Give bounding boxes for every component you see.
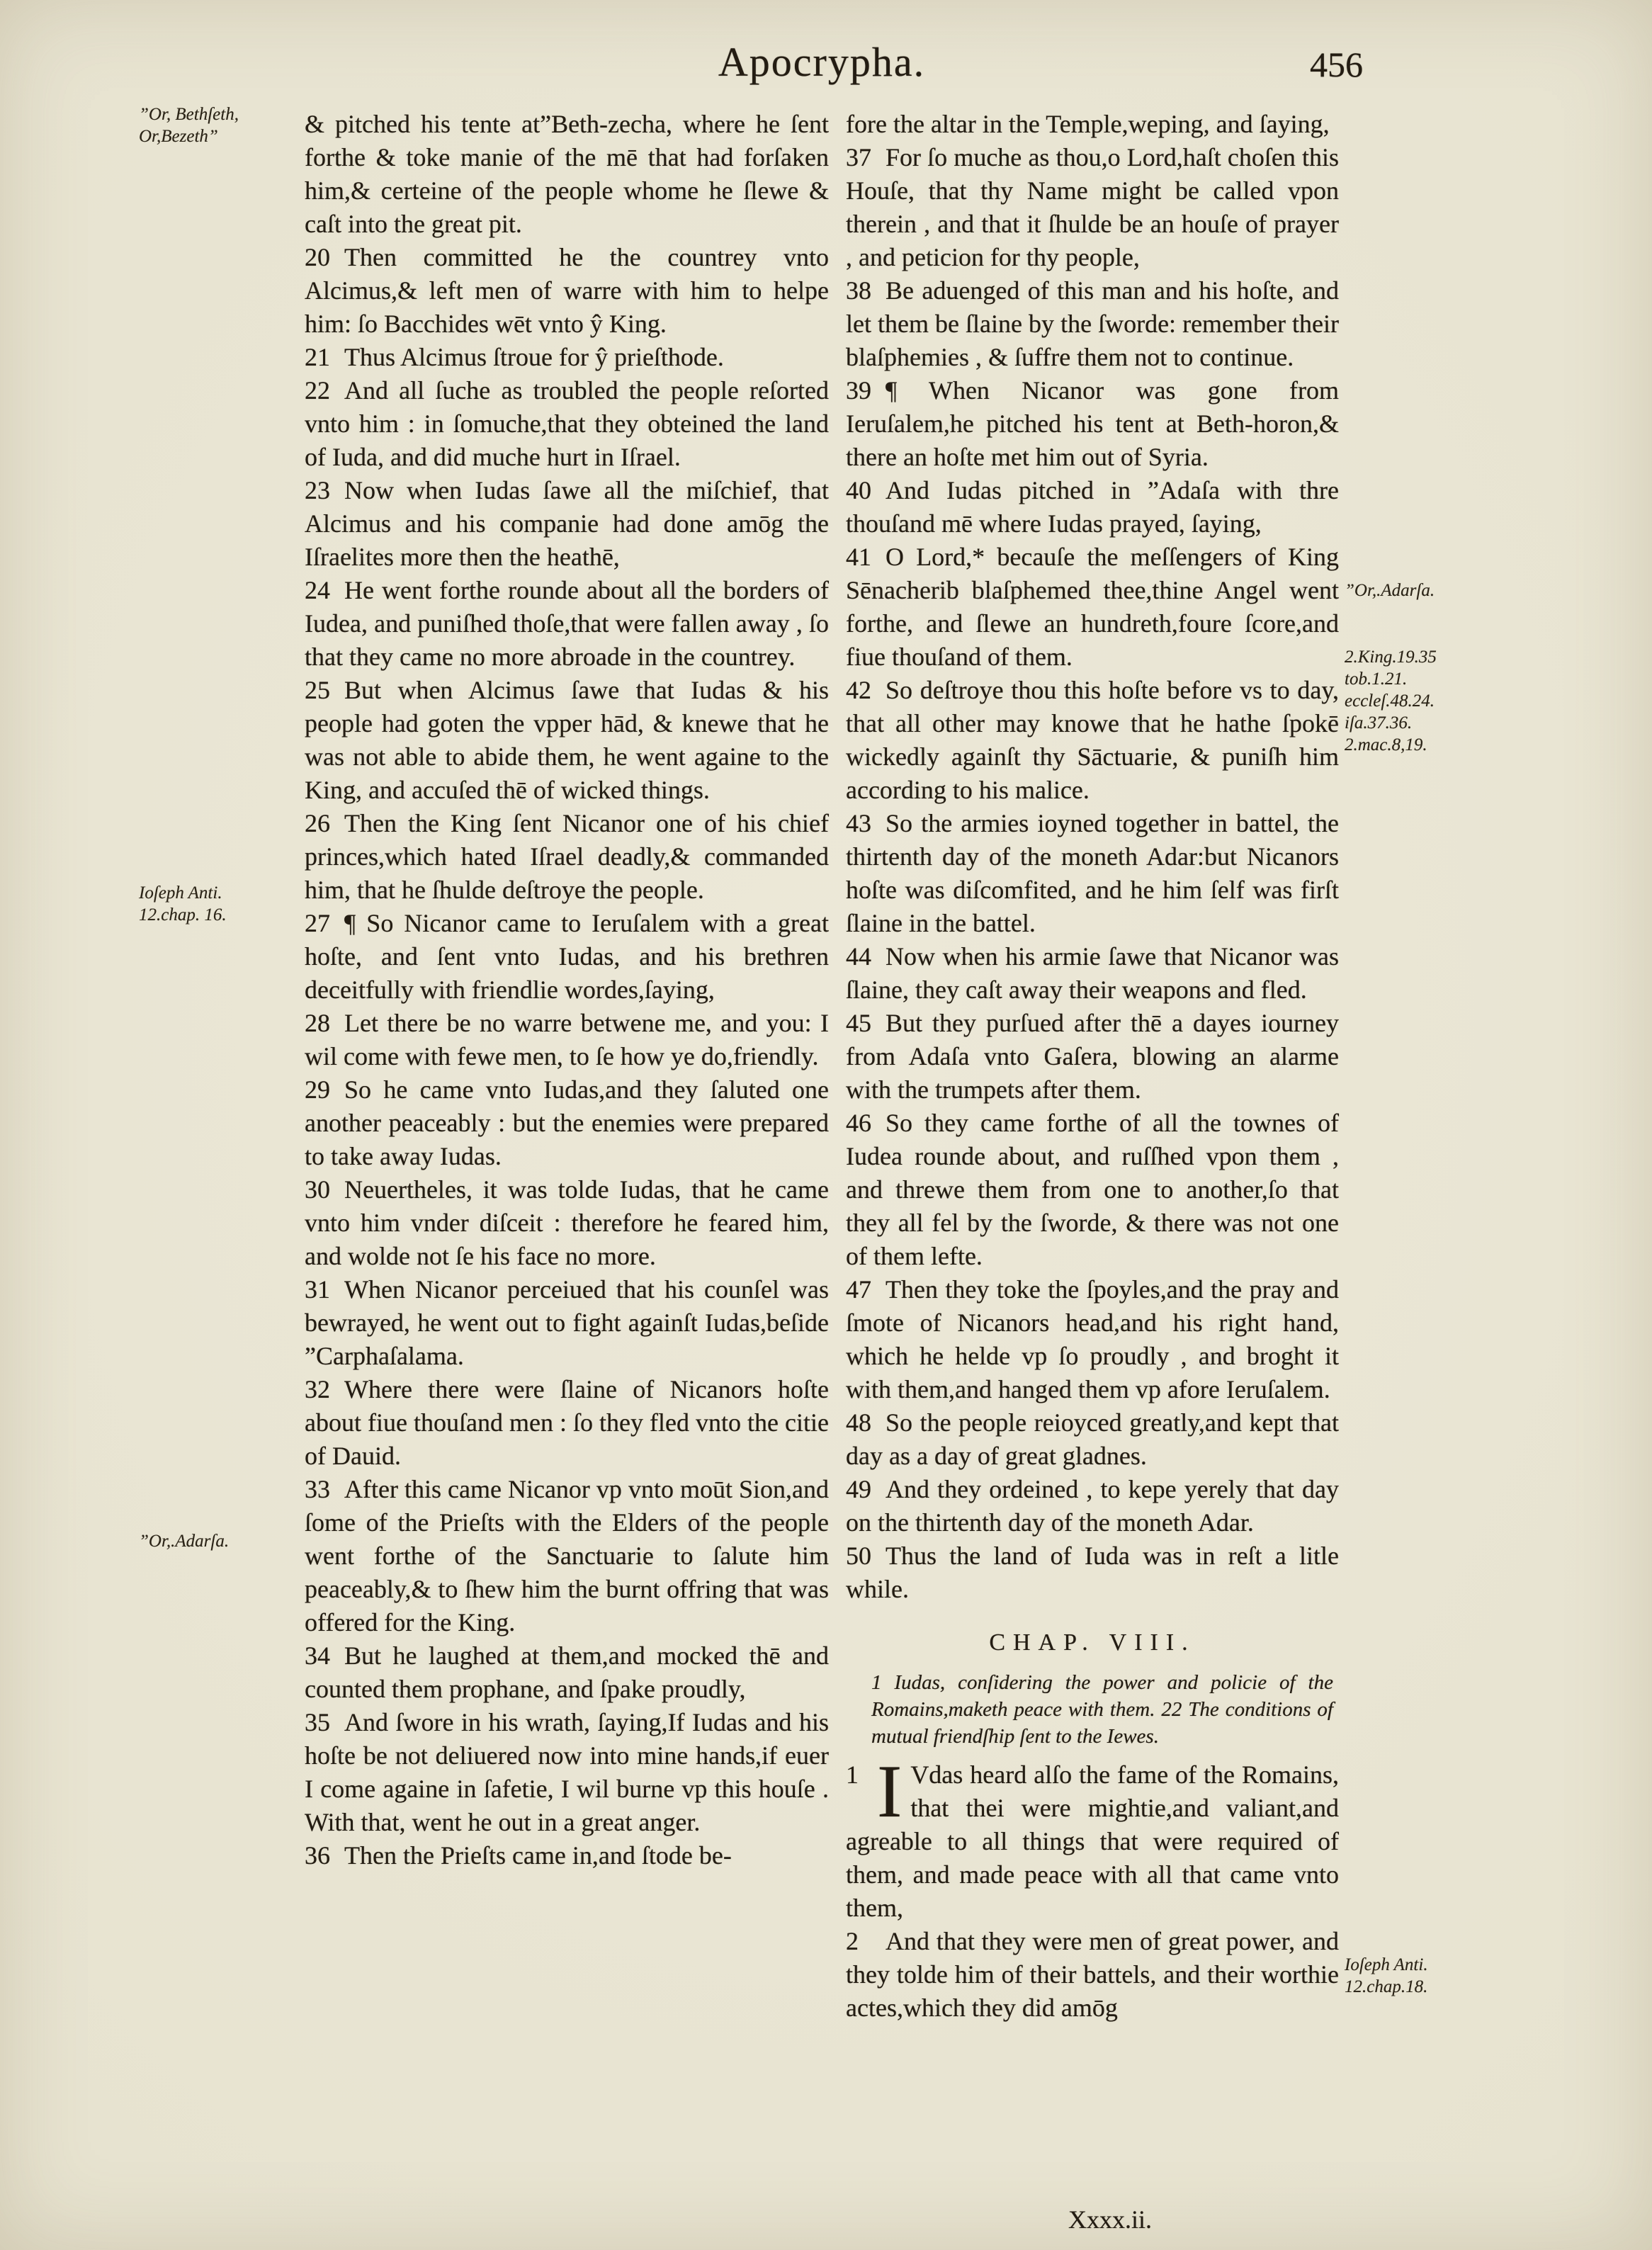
verse-text: Now when Iudas ſawe all the miſchief, that Alcimus and his companie had done amōg the Iſraelites more then the heathē, xyxy=(305,476,829,571)
verse-text: ¶ So Nicanor came to Ieruſalem with a great hoſte, and ſent vnto Iudas, and his brethren deceitfully with friendlie wordes,ſaying, xyxy=(305,909,829,1004)
verse-number: 49 xyxy=(846,1475,871,1503)
margin-note-line: 2.King.19.35 xyxy=(1345,648,1437,667)
verse xyxy=(305,1073,829,1173)
verse xyxy=(305,1839,829,1872)
verse-text: So the armies ioyned together in battel, the thirtenth day of the moneth Adar:but Nicanors hoſte was diſcomfited, and he him ſelf was firſt ſlaine in the battel. xyxy=(846,809,1339,937)
verse-number: 42 xyxy=(846,676,871,704)
verse-number: 28 xyxy=(305,1009,330,1037)
verse-text: Be aduenged of this man and his hoſte, and let them be ſlaine by the ſworde: remember their blaſphemies , & ſuffre them not to continue. xyxy=(846,276,1339,371)
verse xyxy=(846,1273,1339,1406)
verse-text: But when Alcimus ſawe that Iudas & his people had goten the vpper hād, & knewe that he was not able to abide them, he went againe to the King, and accuſed thē of wicked things. xyxy=(305,676,829,804)
verse-number: 39 xyxy=(846,376,871,405)
verse xyxy=(305,1273,829,1373)
verse xyxy=(846,108,1339,141)
verse-text: Then the King ſent Nicanor one of his chief princes,which hated Iſrael deadly,& commanded him, that he ſhulde deſtroye the people. xyxy=(305,809,829,904)
margin-note xyxy=(1345,1954,1506,1998)
verse-number: 41 xyxy=(846,543,871,571)
verse-text: Thus Alcimus ſtroue for ŷ prieſthode. xyxy=(344,343,724,371)
verse-text: ¶ When Nicanor was gone from Ieruſalem,he pitched his tent at Beth-horon,& there an hoſte met him out of Syria. xyxy=(846,376,1339,471)
margin-note-line: ”Or,.Adarſa. xyxy=(1345,581,1435,600)
margin-note xyxy=(139,882,293,926)
verse-text: After this came Nicanor vp vnto moūt Sion,and ſome of the Prieſts with the Elders of the people went forthe of the Sanctuarie to ſalute him peaceably,& to ſhew him the burnt offring that was offered for the King. xyxy=(305,1475,829,1636)
verse xyxy=(305,674,829,807)
verse xyxy=(846,807,1339,940)
verse-number: 43 xyxy=(846,809,871,837)
verse xyxy=(305,1007,829,1073)
verse xyxy=(846,141,1339,274)
verse-text: And ſwore in his wrath, ſaying,If Iudas and his hoſte be not deliuered now into mine hands,if euer I come againe in ſafetie, I wil burne vp this houſe . With that, went he out in a great anger. xyxy=(305,1708,829,1836)
verse-number: 36 xyxy=(305,1841,330,1870)
verse-text: Vdas heard alſo the fame of the Romains, that thei were mightie,and valiant,and agreable to all things that were required of them, and made peace with all that came vnto them, xyxy=(846,1760,1339,1922)
verse-text: Let there be no warre betwene me, and you: I wil come with fewe men, to ſe how ye do,friendly. xyxy=(305,1009,829,1070)
verse xyxy=(846,1750,1339,1925)
verse-text: So they came forthe of all the townes of Iudea rounde about, and ruſſhed vpon them , and threwe them from one to another,ſo that they all fel by the ſworde, & there was not one of them lefte. xyxy=(846,1109,1339,1270)
verse xyxy=(305,374,829,474)
verse-text: Thus the land of Iuda was in reſt a litle while. xyxy=(846,1542,1339,1603)
verse xyxy=(305,1706,829,1839)
verse-text: And all ſuche as troubled the people reſorted vnto him : in ſomuche,that they obteined the land of Iuda, and did muche hurt in Iſrael. xyxy=(305,376,829,471)
verse-number: 37 xyxy=(846,143,871,171)
verse-number: 29 xyxy=(305,1075,330,1104)
verse-number: 47 xyxy=(846,1275,871,1304)
page-number: 456 xyxy=(1310,45,1363,84)
verse-text: fore the altar in the Temple,weping, and ſaying, xyxy=(846,110,1330,138)
verse-text: & pitched his tente at”Beth-zecha, where he ſent forthe & toke manie of the mē that had forſaken him,& certeine of the people whome he ſlewe & caſt into the great pit. xyxy=(305,110,829,238)
verse xyxy=(305,474,829,574)
right-column-verses xyxy=(846,108,1339,1606)
page-title: Apocrypha. xyxy=(718,39,926,85)
verse-number: 38 xyxy=(846,276,871,305)
verse xyxy=(846,1406,1339,1473)
verse-text: And that they were men of great power, and they tolde him of their battels, and their worthie actes,which they did amōg xyxy=(846,1927,1339,2022)
chapter-argument: 1 Iudas, conſidering the power and policie of the Romains,maketh peace with them. 22 The conditions of mutual friendſhip ſent to the Iewes. xyxy=(871,1671,1333,1748)
chapter-8-verses xyxy=(846,1750,1339,2025)
verse xyxy=(846,1107,1339,1273)
verse xyxy=(846,474,1339,541)
verse-number: 26 xyxy=(305,809,330,837)
verse xyxy=(846,940,1339,1007)
verse-number: 35 xyxy=(305,1708,330,1736)
verse-text: But he laughed at them,and mocked thē and counted them prophane, and ſpake proudly, xyxy=(305,1641,829,1703)
verse xyxy=(305,1639,829,1706)
verse-text: And Iudas pitched in ”Adaſa with thre thouſand mē where Iudas prayed, ſaying, xyxy=(846,476,1339,538)
verse xyxy=(846,541,1339,674)
verse-number: 20 xyxy=(305,243,330,271)
signature-mark: Xxxx.ii. xyxy=(1068,2205,1153,2234)
verse-number: 27 xyxy=(305,909,330,937)
verse xyxy=(305,1473,829,1639)
margin-note-line: ”Or,.Adarſa. xyxy=(139,1532,230,1551)
verse-number: 21 xyxy=(305,343,330,371)
verse-number: 22 xyxy=(305,376,330,405)
verse xyxy=(305,1173,829,1273)
verse xyxy=(846,1925,1339,2025)
margin-note-line: Or,Bezeth” xyxy=(139,127,218,146)
margin-note-line: ”Or, Bethſeth, xyxy=(139,105,239,124)
verse-number: 40 xyxy=(846,476,871,504)
left-column xyxy=(305,108,829,2025)
verse-text: Where there were ſlaine of Nicanors hoſte about fiue thouſand men : ſo they fled vnto the citie of Dauid. xyxy=(305,1375,829,1470)
verse xyxy=(305,574,829,674)
verse-number: 46 xyxy=(846,1109,871,1137)
verse-number: 44 xyxy=(846,942,871,971)
margin-note xyxy=(139,1530,293,1552)
verse-number: 24 xyxy=(305,576,330,604)
verse-text: For ſo muche as thou,o Lord,haſt choſen this Houſe, that thy Name might be called vpon therein , and that it ſhulde be an houſe of prayer , and peticion for thy people, xyxy=(846,143,1339,271)
verse xyxy=(305,807,829,907)
verse xyxy=(846,374,1339,474)
verse-text: So he came vnto Iudas,and they ſaluted one another peaceably : but the enemies were prepared to take away Iudas. xyxy=(305,1075,829,1170)
margin-note-line: 12.chap. 16. xyxy=(139,905,227,925)
verse xyxy=(846,674,1339,807)
verse xyxy=(305,1373,829,1473)
margin-note-line: Ioſeph Anti. xyxy=(139,883,222,903)
verse-number: 33 xyxy=(305,1475,330,1503)
margin-note-line: 12.chap.18. xyxy=(1345,1977,1428,1996)
verse-text: When Nicanor perceiued that his counſel was bewrayed, he went out to fight againſt Iudas,beſide ”Carphaſalama. xyxy=(305,1275,829,1370)
verse xyxy=(305,241,829,341)
verse xyxy=(305,341,829,374)
margin-note-line: iſa.37.36. xyxy=(1345,713,1413,733)
verse-number: 32 xyxy=(305,1375,330,1403)
verse-number: 50 xyxy=(846,1542,871,1570)
verse xyxy=(305,907,829,1007)
margin-note-line: 2.mac.8,19. xyxy=(1345,735,1427,754)
chapter-heading: CHAP. VIII. xyxy=(989,1629,1196,1656)
verse-number: 25 xyxy=(305,676,330,704)
verse-text: So deſtroye thou this hoſte before vs to day, that all other may knowe that he hathe ſpokē wickedly againſt thy Sāctuarie, & puniſh him according to his malice. xyxy=(846,676,1339,804)
verse xyxy=(846,1539,1339,1606)
verse-text: But they purſued after thē a dayes iourney from Adaſa vnto Gaſera, blowing an alarme with the trumpets after them. xyxy=(846,1009,1339,1104)
right-column xyxy=(846,108,1339,2025)
text-area xyxy=(305,108,1339,2025)
verse-number: 2 xyxy=(846,1927,859,1955)
margin-note-line: tob.1.21. xyxy=(1345,669,1408,689)
verse-text: And they ordeined , to kepe yerely that day on the thirtenth day of the moneth Adar. xyxy=(846,1475,1339,1537)
verse-number: 45 xyxy=(846,1009,871,1037)
verse xyxy=(305,108,829,241)
verse-number: 30 xyxy=(305,1175,330,1204)
verse-text: He went forthe rounde about all the borders of Iudea, and puniſhed thoſe,that were fallen away , ſo that they came no more abroade in the countrey. xyxy=(305,576,829,671)
margin-note-line: Ioſeph Anti. xyxy=(1345,1955,1428,1974)
verse-text: So the people reioyced greatly,and kept that day as a day of great gladnes. xyxy=(846,1408,1339,1470)
running-head xyxy=(305,38,1363,86)
verse-number: 31 xyxy=(305,1275,330,1304)
margin-note xyxy=(1345,580,1506,601)
verse-text: Then they toke the ſpoyles,and the pray and ſmote of Nicanors head,and his right hand, which he helde vp ſo proudly , and broght it with them,and hanged them vp afore Ieruſalem. xyxy=(846,1275,1339,1403)
verse-number: 34 xyxy=(305,1641,330,1670)
verse xyxy=(846,1473,1339,1539)
margin-note-line: eccleſ.48.24. xyxy=(1345,691,1435,711)
verse-text: Neuertheles, it was tolde Iudas, that he came vnto him vnder diſceit : therefore he feared him, and wolde not ſe his face no more. xyxy=(305,1175,829,1270)
verse-text: Then committed he the countrey vnto Alcimus,& left men of warre with him to helpe him: ſo Bacchides wēt vnto ŷ King. xyxy=(305,243,829,338)
verse-number: 23 xyxy=(305,476,330,504)
verse-text: Then the Prieſts came in,and ſtode be- xyxy=(344,1841,732,1870)
verse-number: 48 xyxy=(846,1408,871,1437)
margin-note xyxy=(139,103,293,147)
verse-text: O Lord,* becauſe the meſſengers of King Sēnacherib blaſphemed thee,thine Angel went forthe, and ſlewe an hundreth,foure ſcore,and fiue thouſand of them. xyxy=(846,543,1339,671)
verse-number: 1 xyxy=(846,1760,859,1789)
verse xyxy=(846,274,1339,374)
verse xyxy=(846,1007,1339,1107)
drop-cap: I xyxy=(877,1750,903,1833)
margin-note xyxy=(1345,646,1506,756)
verse-text: Now when his armie ſawe that Nicanor was ſlaine, they caſt away their weapons and fled. xyxy=(846,942,1339,1004)
